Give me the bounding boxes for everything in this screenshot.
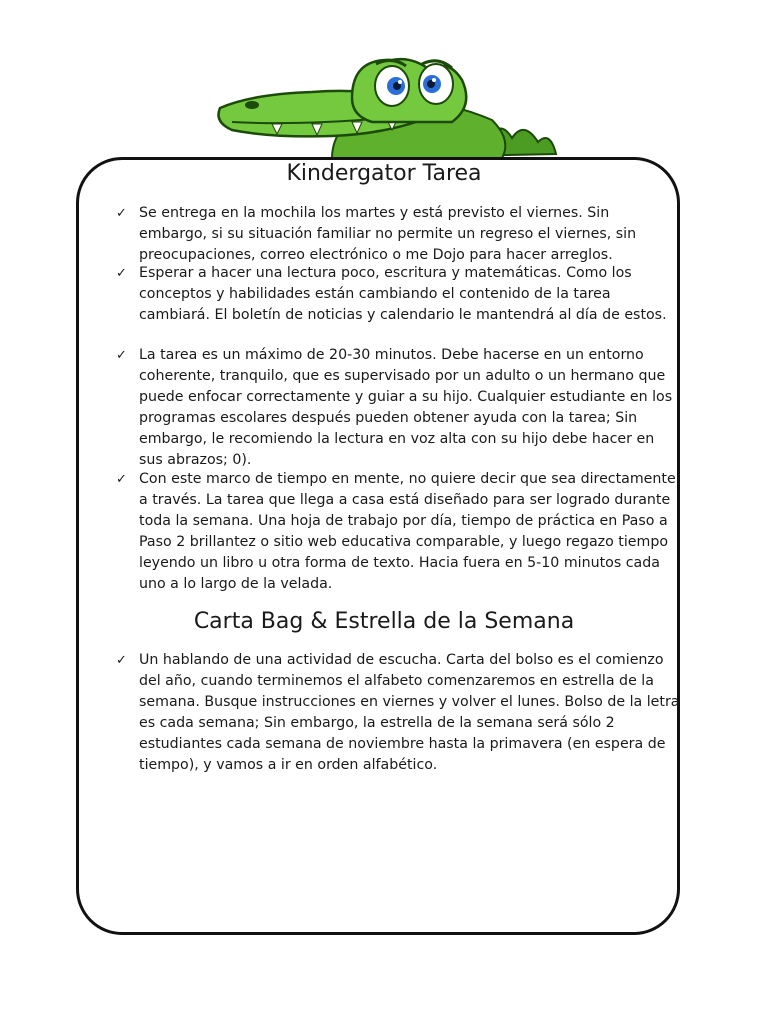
checkmark-icon: ✓ [116,206,127,221]
alligator-mascot-icon [212,50,562,160]
list-item-text: La tarea es un máximo de 20-30 minutos. Debe hacerse en un entorno coherente, tranquilo, que es supervisado por un adulto o un hermano que puede enfocar correctamente y guiar a su hijo. Cualquier estudiante en los programas escolares después pueden obtener ayuda con la tarea; Sin embargo, le recomiendo la lectura en voz alta con su hijo debe hacer en sus abrazos; 0). [139,347,673,468]
checkmark-icon: ✓ [116,472,127,487]
homework-list [110,203,680,595]
list-item [110,345,680,469]
checkmark-icon: ✓ [116,653,127,668]
list-item [110,650,680,776]
list-item-text: Esperar a hacer una lectura poco, escritura y matemáticas. Como los conceptos y habilidades están cambiando el contenido de la tarea cambiará. El boletín de noticias y calendario le mantendrá al día de estos. [139,265,667,323]
list-item-text: Un hablando de una actividad de escucha. Carta del bolso es el comienzo del año, cuando terminemos el alfabeto comenzaremos en estrella de la semana. Busque instrucciones en viernes y volver el lunes. Bolso de la letra es cada semana; Sin embargo, la estrella de la semana será sólo 2 estudiantes cada semana de noviembre hasta la primavera (en espera de tiempo), y vamos a ir en orden alfabético. [139,652,680,773]
checkmark-icon: ✓ [116,348,127,363]
list-item [110,469,680,595]
checkmark-icon: ✓ [116,266,127,281]
section-title-kindergator-tarea: Kindergator Tarea [286,161,482,186]
section-title-carta-bag: Carta Bag & Estrella de la Semana [193,609,575,634]
list-item [110,203,680,263]
list-item-text: Con este marco de tiempo en mente, no quiere decir que sea directamente a través. La tarea que llega a casa está diseñado para ser logrado durante toda la semana. Una hoja de trabajo por día, tiempo de práctica en Paso a Paso 2 brillantez o sitio web educativa comparable, y luego regazo tiempo leyendo un libro u otra forma de texto. Hacia fuera en 5-10 minutos cada uno a lo largo de la velada. [139,471,676,592]
list-item [110,263,680,345]
list-item-text: Se entrega en la mochila los martes y está previsto el viernes. Sin embargo, si su situación familiar no permite un regreso el viernes, sin preocupaciones, correo electrónico o me Dojo para hacer arreglos. [139,205,637,263]
carta-bag-list [110,650,680,776]
